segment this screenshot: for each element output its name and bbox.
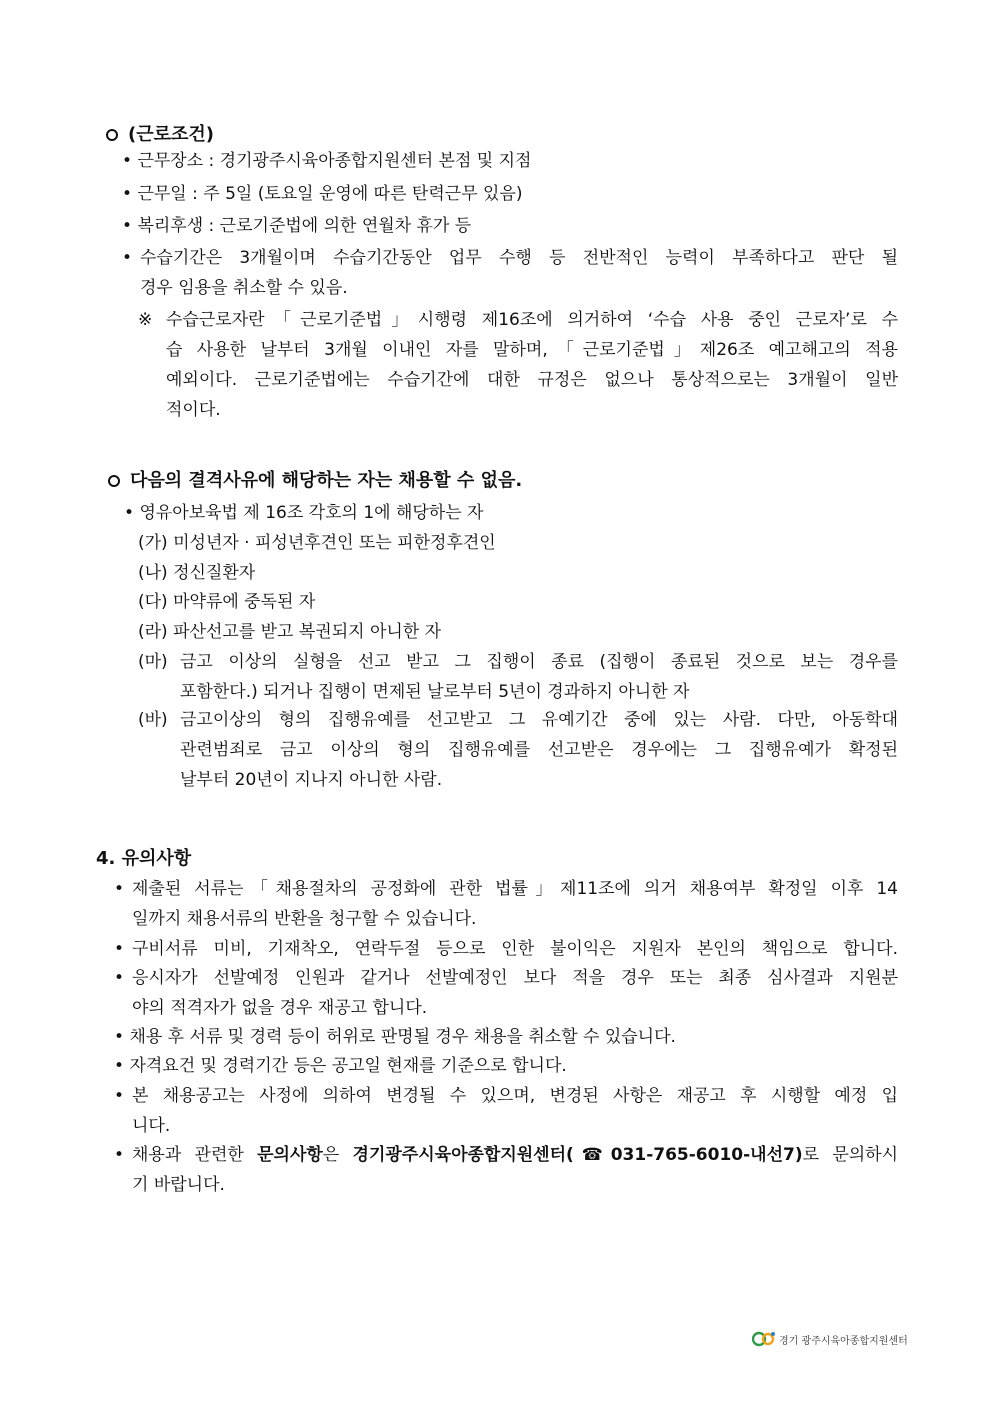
notice-item: • 본 채용공고는 사정에 의하여 변경될 수 있으며, 변경된 사항은 재공고 후 시행할 예정 입 니다. [114,1086,898,1136]
circle-bullet-icon [108,475,120,487]
note-line: 적이다. [166,400,221,420]
note-line: 습 사용한 날부터 3개월 이내인 자를 말하며,「근로기준법」제26조 예고해고의 적용 [166,340,898,360]
disqualification-item: (나) 정신질환자 [138,563,256,583]
circle-bullet-icon [106,129,118,141]
probation-line: 경우 임용을 취소할 수 있음. [140,278,348,298]
note-line: 예외이다. 근로기준법에는 수습기간에 대한 규정은 없으나 통상적으로는 3개월이 일반 [166,370,898,390]
inquiry-label: 문의사항 [257,1145,323,1165]
disqualification-law: • 영유아보육법 제 16조 각호의 1에 해당하는 자 [124,503,484,523]
disqualification-item: (마) 금고 이상의 실형을 선고 받고 그 집행이 종료 (집행이 종료된 것으로 보는 경우를 포함한다.) 되거나 집행이 면제된 날로부터 5년이 경과하지 아니한 자 [138,652,898,702]
center-logo: 경기 광주시육아종합지원센터 [752,1330,908,1348]
notice-heading: 4. 유의사항 [96,848,192,869]
work-days-item: • 근무일 : 주 5일 (토요일 운영에 따른 탄력근무 있음) [122,184,523,204]
logo-icon [752,1330,776,1348]
probation-line: 수습기간은 3개월이며 수습기간동안 업무 수행 등 전반적인 능력이 부족하다고 판단 될 [140,248,898,268]
notice-item: • 채용 후 서류 및 경력 등이 허위로 판명될 경우 채용을 취소할 수 있습니다. [114,1027,676,1047]
welfare-item: • 복리후생 : 근로기준법에 의한 연월차 휴가 등 [122,216,472,236]
notice-item-contact: • 채용과 관련한 문의사항은 경기광주시육아종합지원센터(☎031-765-6010-내선7)로 문의하시 기 바랍니다. [114,1145,899,1195]
disqualification-item: (바) 금고이상의 형의 집행유예를 선고받고 그 유예기간 중에 있는 사람. 다만, 아동학대 관련범죄로 금고 이상의 형의 집행유예를 선고받은 경우에는 그 집행유예가 확정된 날부터 20년이 지나지 아니한 사람. [138,710,898,790]
notice-item: • 자격요건 및 경력기간 등은 공고일 현재를 기준으로 합니다. [114,1056,567,1076]
note-mark: ※ [138,310,153,330]
work-conditions-heading: (근로조건) [106,120,214,146]
disqualification-item: (라) 파산선고를 받고 복권되지 아니한 자 [138,622,442,642]
probation-note [138,305,898,425]
probation-item: • 수습기간은 3개월이며 수습기간동안 업무 수행 등 전반적인 능력이 부족하다고 판단 될 경우 임용을 취소할 수 있음. [122,243,898,303]
notice-item: • 응시자가 선발예정 인원과 같거나 선발예정인 보다 적을 경우 또는 최종 심사결과 지원분 야의 적격자가 없을 경우 재공고 합니다. [114,968,898,1018]
notice-item: • 제출된 서류는「채용절차의 공정화에 관한 법률」제11조에 의거 채용여부 확정일 이후 14 일까지 채용서류의 반환을 청구할 수 있습니다. [114,879,898,929]
disqualification-heading: 다음의 결격사유에 해당하는 자는 채용할 수 없음. [108,466,522,492]
disqualification-item: (가) 미성년자 · 피성년후견인 또는 피한정후견인 [138,533,496,553]
contact-info: 경기광주시육아종합지원센터(☎031-765-6010-내선7) [352,1145,803,1165]
note-line: 수습근로자란「근로기준법」시행령 제16조에 의거하여 ‘수습 사용 중인 근로자’로 수 [166,310,898,330]
notice-item: • 구비서류 미비, 기재착오, 연락두절 등으로 인한 불이익은 지원자 본인의 책임으로 합니다. [114,939,898,959]
work-location-item: • 근무장소 : 경기광주시육아종합지원센터 본점 및 지점 [122,151,532,171]
disqualification-item: (다) 마약류에 중독된 자 [138,592,316,612]
